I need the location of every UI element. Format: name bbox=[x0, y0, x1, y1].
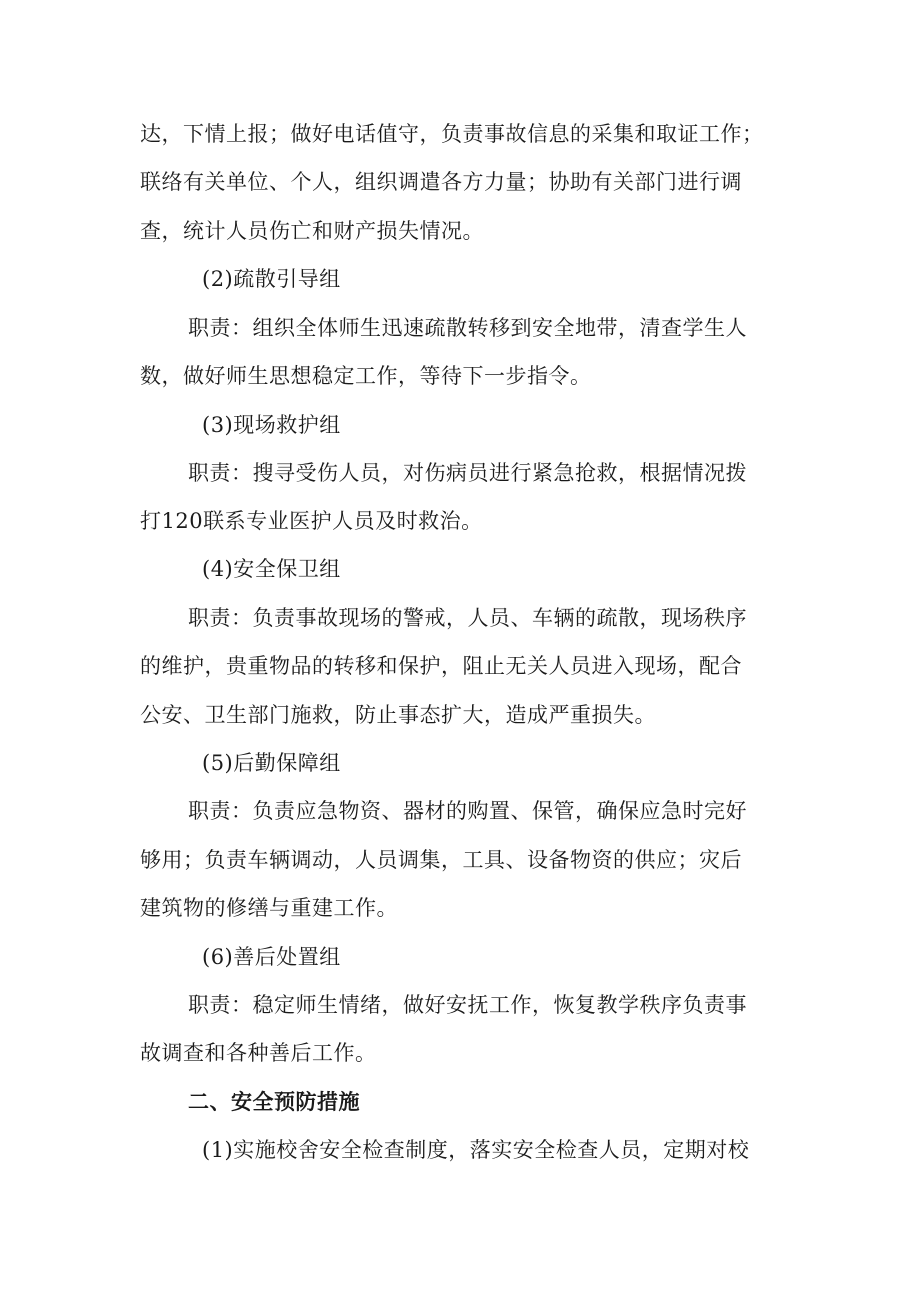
paragraph-line: (1)实施校舍安全检查制度，落实安全检查人员，定期对校 bbox=[202, 1138, 750, 1162]
section-title: (2)疏散引导组 bbox=[202, 267, 341, 291]
paragraph-line: 查，统计人员伤亡和财产损失情况。 bbox=[140, 219, 484, 243]
paragraph-line: 的维护，贵重物品的转移和保护，阻止无关人员进入现场，配合 bbox=[140, 654, 742, 678]
paragraph-line: 故调查和各种善后工作。 bbox=[140, 1041, 377, 1065]
paragraph-line: 职责：负责应急物资、器材的购置、保管，确保应急时完好 bbox=[188, 799, 747, 823]
paragraph-line: 职责：组织全体师生迅速疏散转移到安全地带，清查学生人 bbox=[188, 316, 747, 340]
section-title: (3)现场救护组 bbox=[202, 413, 341, 437]
paragraph-line: 数，做好师生思想稳定工作，等待下一步指令。 bbox=[140, 364, 592, 388]
paragraph-line: 职责：负责事故现场的警戒，人员、车辆的疏散，现场秩序 bbox=[188, 606, 747, 630]
paragraph-line: 联络有关单位、个人，组织调遣各方力量；协助有关部门进行调 bbox=[140, 170, 742, 194]
paragraph-line: 职责：稳定师生情绪，做好安抚工作，恢复教学秩序负责事 bbox=[188, 993, 747, 1017]
section-title: (6)善后处置组 bbox=[202, 945, 341, 969]
chapter-heading: 二、安全预防措施 bbox=[188, 1090, 360, 1114]
paragraph-line: 公安、卫生部门施救，防止事态扩大，造成严重损失。 bbox=[140, 703, 656, 727]
section-title: (4)安全保卫组 bbox=[202, 557, 341, 581]
paragraph-line: 达，下情上报；做好电话值守，负责事故信息的采集和取证工作； bbox=[140, 122, 764, 146]
paragraph-line: 建筑物的修缮与重建工作。 bbox=[140, 896, 398, 920]
paragraph-line: 职责：搜寻受伤人员，对伤病员进行紧急抢救，根据情况拨 bbox=[188, 461, 747, 485]
section-title: (5)后勤保障组 bbox=[202, 751, 341, 775]
paragraph-line: 够用；负责车辆调动，人员调集，工具、设备物资的供应；灾后 bbox=[140, 848, 742, 872]
paragraph-line: 打120联系专业医护人员及时救治。 bbox=[140, 509, 483, 533]
